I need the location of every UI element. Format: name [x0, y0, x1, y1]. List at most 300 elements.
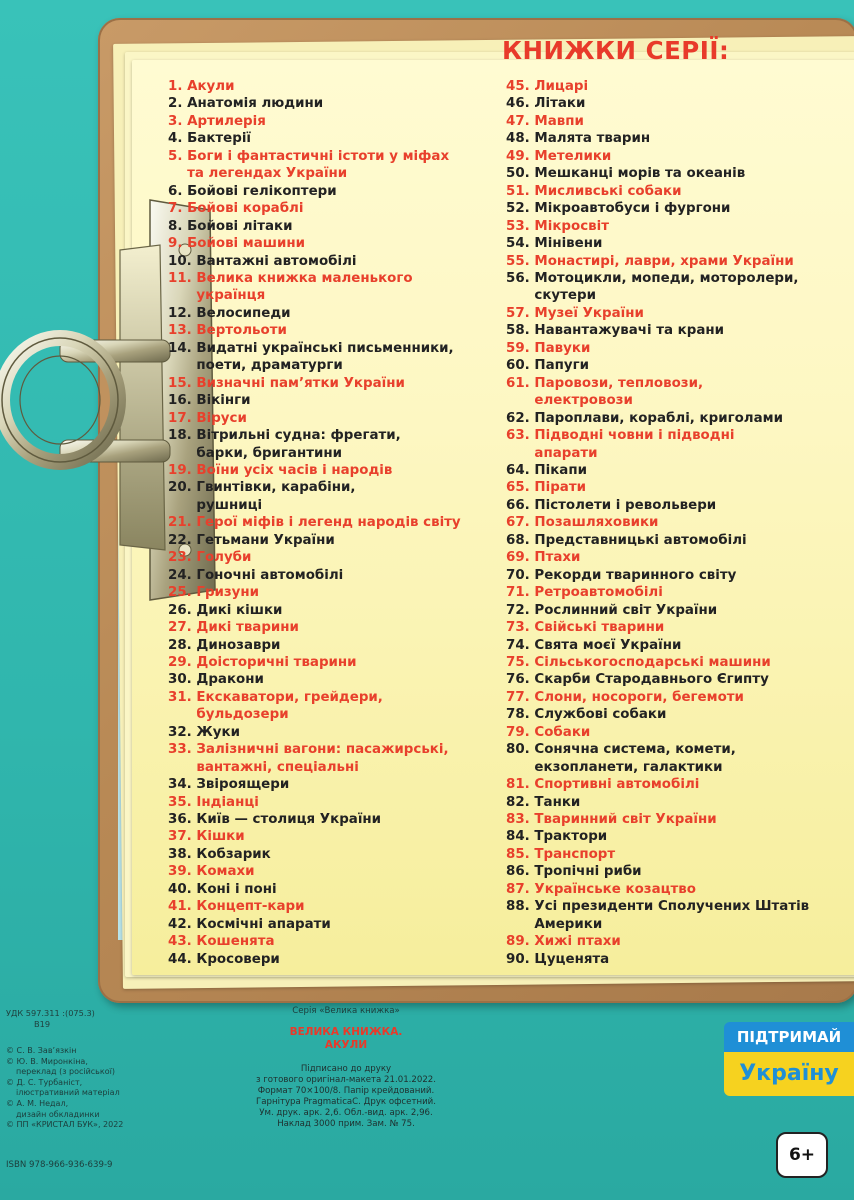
book-title-text — [534, 671, 768, 688]
book-title-text — [534, 462, 587, 479]
book-title-text — [196, 776, 289, 793]
book-title-line: Транспорт — [534, 846, 616, 862]
book-title-line: Мікроавтобуси і фургони — [534, 201, 731, 217]
support-badge-top: ПІДТРИМАЙ — [724, 1022, 854, 1052]
book-list-item — [168, 305, 498, 322]
book-title-text — [196, 514, 460, 531]
book-number: 25. — [168, 585, 192, 601]
book-title-text — [534, 113, 583, 130]
book-list-right — [506, 78, 836, 968]
book-list-item — [506, 828, 836, 845]
book-list-item — [506, 410, 836, 427]
book-title-line: Тваринний світ України — [534, 812, 717, 828]
book-title-text — [534, 933, 620, 950]
support-badge-bottom: Україну — [724, 1052, 854, 1096]
book-list-item — [168, 863, 498, 880]
book-title-line: Лицарі — [534, 79, 589, 94]
book-title-line: Акули — [187, 79, 235, 94]
book-number: 50. — [506, 166, 530, 182]
book-number: 32. — [168, 724, 192, 740]
book-title-text — [534, 863, 641, 880]
book-title-line: Усі президенти Сполучених Штатів — [534, 899, 810, 915]
book-title-line: скутери — [534, 288, 596, 304]
book-title-text — [196, 410, 246, 427]
book-title-text — [196, 270, 412, 305]
book-title-line: Коні і поні — [196, 881, 277, 897]
book-list-item — [506, 706, 836, 723]
book-title — [196, 1026, 496, 1052]
book-title-text — [187, 200, 303, 217]
book-number: 35. — [168, 794, 192, 810]
book-title-line: Воїни усіх часів і народів — [196, 462, 393, 478]
book-title-text — [534, 165, 745, 182]
book-title-text — [196, 305, 290, 322]
book-number: 73. — [506, 620, 530, 636]
print-info-line: Наклад 3000 прим. Зам. № 75. — [277, 1119, 415, 1129]
book-number: 84. — [506, 829, 530, 845]
book-number: 23. — [168, 550, 192, 566]
book-title-text — [534, 253, 793, 270]
book-list-item — [168, 898, 498, 915]
book-title-line: Голуби — [196, 550, 252, 566]
book-number: 2. — [168, 96, 183, 112]
book-number: 41. — [168, 899, 192, 915]
book-title-text — [187, 113, 266, 130]
book-list-item — [506, 532, 836, 549]
book-title-line: Гвинтівки, карабіни, — [196, 480, 356, 496]
book-number: 22. — [168, 532, 192, 548]
book-title-text — [534, 549, 580, 566]
book-number: 13. — [168, 323, 192, 339]
book-number: 57. — [506, 305, 530, 321]
book-title-text — [196, 322, 286, 339]
book-title-line: Америки — [534, 916, 603, 932]
book-number: 47. — [506, 113, 530, 129]
book-title-line: Мотоцикли, мопеди, моторолери, — [534, 270, 799, 286]
book-list-item — [168, 602, 498, 619]
book-title-text — [534, 410, 783, 427]
book-title-text — [534, 322, 724, 339]
book-list-item — [168, 253, 498, 270]
book-number: 64. — [506, 462, 530, 478]
book-title-text — [534, 794, 580, 811]
book-number: 70. — [506, 567, 530, 583]
book-title-line: Бойові кораблі — [187, 201, 304, 217]
book-number: 80. — [506, 742, 530, 758]
book-number: 38. — [168, 846, 192, 862]
book-title-text — [196, 479, 355, 514]
udk-line: УДК 597.311 :(075.3) — [6, 1008, 95, 1018]
book-title-line: Мешканці морів та океанів — [534, 166, 746, 182]
credit-line: © А. М. Недал, — [6, 1098, 69, 1108]
book-title-line: Артилерія — [187, 113, 266, 129]
book-list-item — [506, 671, 836, 688]
book-title-text — [187, 235, 305, 252]
book-title-text — [196, 933, 274, 950]
book-title-text — [534, 881, 696, 898]
book-number: 9. — [168, 236, 183, 252]
book-title-line: Вертольоти — [196, 323, 287, 339]
book-list-item — [506, 933, 836, 950]
book-title-line: бульдозери — [196, 707, 289, 723]
book-title-line: Мавпи — [534, 113, 584, 129]
credit-line: © Ю. В. Миронкіна, — [6, 1056, 88, 1066]
book-number: 82. — [506, 794, 530, 810]
book-number: 4. — [168, 131, 183, 147]
book-list-item — [168, 322, 498, 339]
book-list-item — [506, 462, 836, 479]
book-list-item — [506, 270, 836, 305]
book-list-item — [168, 340, 498, 375]
book-list-item — [168, 200, 498, 217]
book-list-item — [506, 881, 836, 898]
book-list-item — [506, 375, 836, 410]
book-title-text — [196, 741, 448, 776]
book-title-text — [196, 375, 404, 392]
book-title-line: рушниці — [196, 497, 263, 513]
book-list-item — [168, 637, 498, 654]
book-number: 48. — [506, 131, 530, 147]
book-title-text — [534, 951, 609, 968]
book-list-item — [168, 462, 498, 479]
book-title-text — [534, 846, 615, 863]
book-number: 60. — [506, 358, 530, 374]
book-list-item — [506, 148, 836, 165]
book-number: 54. — [506, 236, 530, 252]
book-title-text — [187, 218, 292, 235]
book-title-line: Павуки — [534, 340, 591, 356]
book-list-item — [168, 776, 498, 793]
credit-line: © ПП «КРИСТАЛ БУК», 2022 — [6, 1120, 124, 1130]
book-number: 71. — [506, 585, 530, 601]
book-number: 42. — [168, 916, 192, 932]
book-number: 75. — [506, 654, 530, 670]
book-title-text — [534, 183, 681, 200]
book-list-item — [506, 741, 836, 776]
print-info-line: Ум. друк. арк. 2,6. Обл.-вид. арк. 2,96. — [259, 1108, 433, 1118]
book-title-text — [534, 654, 770, 671]
book-title-line: Велосипеди — [196, 305, 291, 321]
book-title-line: Позашляховики — [534, 515, 659, 531]
book-title-line: Кобзарик — [196, 846, 271, 862]
book-title-text — [187, 183, 337, 200]
book-number: 18. — [168, 428, 192, 444]
book-title-text — [187, 148, 449, 183]
book-title-text — [534, 235, 602, 252]
book-list-item — [506, 863, 836, 880]
book-title-line: Монастирі, лаври, храми України — [534, 253, 794, 269]
book-number: 43. — [168, 934, 192, 950]
book-title-text — [534, 218, 609, 235]
book-number: 77. — [506, 689, 530, 705]
book-list-item — [168, 846, 498, 863]
book-number: 44. — [168, 951, 192, 967]
book-title-line: Свята моєї України — [534, 637, 682, 653]
book-number: 78. — [506, 707, 530, 723]
book-title-text — [534, 602, 717, 619]
book-title-line: Трактори — [534, 829, 608, 845]
book-number: 61. — [506, 375, 530, 391]
book-title-text — [534, 724, 590, 741]
book-number: 55. — [506, 253, 530, 269]
book-title-line: українця — [196, 288, 266, 304]
book-list-item — [506, 235, 836, 252]
book-title-line: електровози — [534, 393, 633, 409]
book-list-item — [168, 218, 498, 235]
book-title-line: Рекорди тваринного світу — [534, 567, 737, 583]
book-title-text — [196, 654, 356, 671]
book-title-text — [187, 130, 251, 147]
book-number: 30. — [168, 672, 192, 688]
book-title-text — [534, 357, 589, 374]
book-number: 69. — [506, 550, 530, 566]
book-number: 76. — [506, 672, 530, 688]
book-title-line: Київ — столиця України — [196, 812, 382, 828]
book-title-text — [196, 811, 381, 828]
book-list-item — [506, 113, 836, 130]
book-number: 19. — [168, 462, 192, 478]
book-title-line: Космічні апарати — [196, 916, 331, 932]
book-title-line: Кошенята — [196, 934, 275, 950]
book-number: 90. — [506, 951, 530, 967]
support-ukraine-badge — [724, 1022, 854, 1100]
book-title-line: Рослинний світ України — [534, 602, 718, 618]
print-info-line: Формат 70×100/8. Папір крейдований. — [257, 1086, 435, 1096]
book-title-text — [534, 689, 744, 706]
book-number: 51. — [506, 183, 530, 199]
book-list-item — [168, 619, 498, 636]
book-title-line: Вантажні автомобілі — [196, 253, 357, 269]
book-title-line: Українське козацтво — [534, 881, 696, 897]
book-list-item — [506, 724, 836, 741]
book-list-item — [506, 549, 836, 566]
book-list-item — [506, 689, 836, 706]
book-list-item — [506, 95, 836, 112]
book-title-line: Концепт-кари — [196, 899, 305, 915]
book-title-line: Бойові машини — [187, 236, 306, 252]
book-title-text — [196, 881, 276, 898]
book-title-line: Визначні пам’ятки України — [196, 375, 405, 391]
book-title-line: Танки — [534, 794, 581, 810]
book-title-line: Видатні українські письменники, — [196, 340, 454, 356]
book-list-item — [168, 427, 498, 462]
book-title-text — [534, 95, 585, 112]
print-info — [196, 1064, 496, 1130]
book-title-text — [196, 427, 400, 462]
book-number: 45. — [506, 79, 530, 94]
book-title-text — [534, 898, 809, 933]
book-number: 58. — [506, 323, 530, 339]
book-list-item — [168, 375, 498, 392]
book-number: 29. — [168, 654, 192, 670]
book-title-line: Метелики — [534, 148, 612, 164]
book-title-line: Індіанці — [196, 794, 259, 810]
book-title-line: АКУЛИ — [324, 1039, 368, 1051]
book-number: 85. — [506, 846, 530, 862]
book-title-line: Слони, носороги, бегемоти — [534, 689, 744, 705]
book-title-line: Цуценята — [534, 951, 610, 967]
book-title-text — [534, 270, 798, 305]
book-list-item — [168, 881, 498, 898]
book-list-item — [506, 479, 836, 496]
book-title-line: Службові собаки — [534, 707, 667, 723]
book-title-line: Комахи — [196, 864, 255, 880]
book-title-text — [534, 584, 662, 601]
book-title-text — [196, 584, 259, 601]
book-title-line: Папуги — [534, 358, 590, 374]
book-list-item — [506, 130, 836, 147]
book-title-line: Екскаватори, грейдери, — [196, 689, 383, 705]
book-number: 72. — [506, 602, 530, 618]
book-list-item — [506, 654, 836, 671]
book-list-item — [506, 567, 836, 584]
book-number: 17. — [168, 410, 192, 426]
book-title-line: Паровози, тепловози, — [534, 375, 704, 391]
book-list-item — [506, 514, 836, 531]
book-list-item — [168, 183, 498, 200]
book-list-item — [506, 305, 836, 322]
book-number: 5. — [168, 148, 183, 164]
book-title-text — [196, 846, 270, 863]
book-title-line: Велика книжка маленького — [196, 270, 413, 286]
book-number: 1. — [168, 79, 183, 94]
book-number: 59. — [506, 340, 530, 356]
book-list-item — [168, 270, 498, 305]
book-number: 26. — [168, 602, 192, 618]
book-title-text — [534, 811, 716, 828]
book-number: 3. — [168, 113, 183, 129]
book-title-text — [534, 828, 607, 845]
book-title-text — [534, 305, 643, 322]
book-list-item — [506, 497, 836, 514]
book-list-item — [168, 95, 498, 112]
book-list-item — [168, 741, 498, 776]
book-title-line: та легендах України — [187, 166, 348, 182]
book-title-text — [196, 392, 250, 409]
book-title-line: Звіроящери — [196, 777, 290, 793]
book-list-item — [168, 113, 498, 130]
book-title-line: Птахи — [534, 550, 581, 566]
book-list-item — [168, 724, 498, 741]
book-title-line: Анатомія людини — [187, 96, 324, 112]
book-title-text — [534, 479, 586, 496]
book-number: 88. — [506, 899, 530, 915]
book-number: 39. — [168, 864, 192, 880]
book-title-line: Залізничні вагони: пасажирські, — [196, 742, 449, 758]
book-title-line: Гризуни — [196, 585, 260, 601]
book-title-line: Спортивні автомобілі — [534, 777, 700, 793]
book-list-item — [168, 78, 498, 95]
book-number: 83. — [506, 812, 530, 828]
book-list-item — [168, 654, 498, 671]
book-list-item — [506, 951, 836, 968]
book-title-text — [534, 619, 664, 636]
book-title-text — [534, 514, 658, 531]
book-list-item — [506, 183, 836, 200]
book-list-item — [168, 567, 498, 584]
book-number: 27. — [168, 620, 192, 636]
book-number: 89. — [506, 934, 530, 950]
book-title-text — [196, 671, 263, 688]
page-title: КНИЖКИ СЕРІЇ: — [502, 36, 730, 65]
credit-line: © С. В. Зав’язкін — [6, 1046, 77, 1055]
book-number: 24. — [168, 567, 192, 583]
book-number: 16. — [168, 393, 192, 409]
book-title-line: барки, бригантини — [196, 445, 342, 461]
book-title-line: Дикі тварини — [196, 620, 299, 636]
book-list-item — [506, 619, 836, 636]
book-list-item — [168, 514, 498, 531]
book-title-text — [196, 689, 382, 724]
book-title-text — [187, 95, 323, 112]
book-number: 37. — [168, 829, 192, 845]
book-list-item — [168, 130, 498, 147]
book-title-line: Жуки — [196, 724, 240, 740]
credit-line: переклад (з російської) — [16, 1067, 115, 1077]
book-list-item — [506, 253, 836, 270]
book-title-line: Кішки — [196, 829, 245, 845]
credit-line: ілюстративний матеріал — [16, 1088, 120, 1098]
book-title-line: Сільськогосподарські машини — [534, 654, 771, 670]
book-number: 12. — [168, 305, 192, 321]
book-number: 34. — [168, 777, 192, 793]
book-title-text — [196, 794, 258, 811]
book-number: 40. — [168, 881, 192, 897]
book-list-item — [168, 532, 498, 549]
book-title-text — [534, 148, 611, 165]
book-title-line: поети, драматурги — [196, 358, 343, 374]
book-list-item — [168, 916, 498, 933]
book-list-left — [168, 78, 498, 968]
book-title-text — [187, 78, 234, 95]
book-number: 28. — [168, 637, 192, 653]
book-list-item — [506, 846, 836, 863]
book-title-line: Навантажувачі та крани — [534, 323, 725, 339]
bottom-strip — [0, 1188, 854, 1200]
book-title-line: Музеї України — [534, 305, 644, 321]
book-title-text — [534, 427, 734, 462]
credit-line: дизайн обкладинки — [16, 1109, 100, 1119]
book-title-text — [196, 567, 343, 584]
book-title-text — [196, 863, 254, 880]
book-title-line: екзопланети, галактики — [534, 759, 723, 775]
book-title-line: Бойові літаки — [187, 218, 293, 234]
book-number: 15. — [168, 375, 192, 391]
book-number: 33. — [168, 742, 192, 758]
book-number: 20. — [168, 480, 192, 496]
book-title-line: Гетьмани України — [196, 532, 335, 548]
book-list-item — [506, 602, 836, 619]
book-title-line: Пірати — [534, 480, 586, 496]
book-list-item — [506, 218, 836, 235]
book-title-line: Мінівени — [534, 236, 603, 252]
bbk-line: В19 — [34, 1019, 51, 1029]
book-title-text — [196, 828, 244, 845]
book-title-text — [196, 724, 240, 741]
book-list-item — [506, 811, 836, 828]
age-rating-badge: 6+ — [776, 1132, 828, 1178]
book-title-text — [196, 637, 280, 654]
book-title-text — [534, 706, 666, 723]
book-list-item — [168, 794, 498, 811]
book-title-text — [196, 549, 251, 566]
book-title-line: Пікапи — [534, 462, 587, 478]
book-title-text — [534, 567, 736, 584]
book-number: 7. — [168, 201, 183, 217]
book-title-line: Літаки — [534, 96, 586, 112]
book-title-line: апарати — [534, 445, 598, 461]
book-title-line: Динозаври — [196, 637, 281, 653]
